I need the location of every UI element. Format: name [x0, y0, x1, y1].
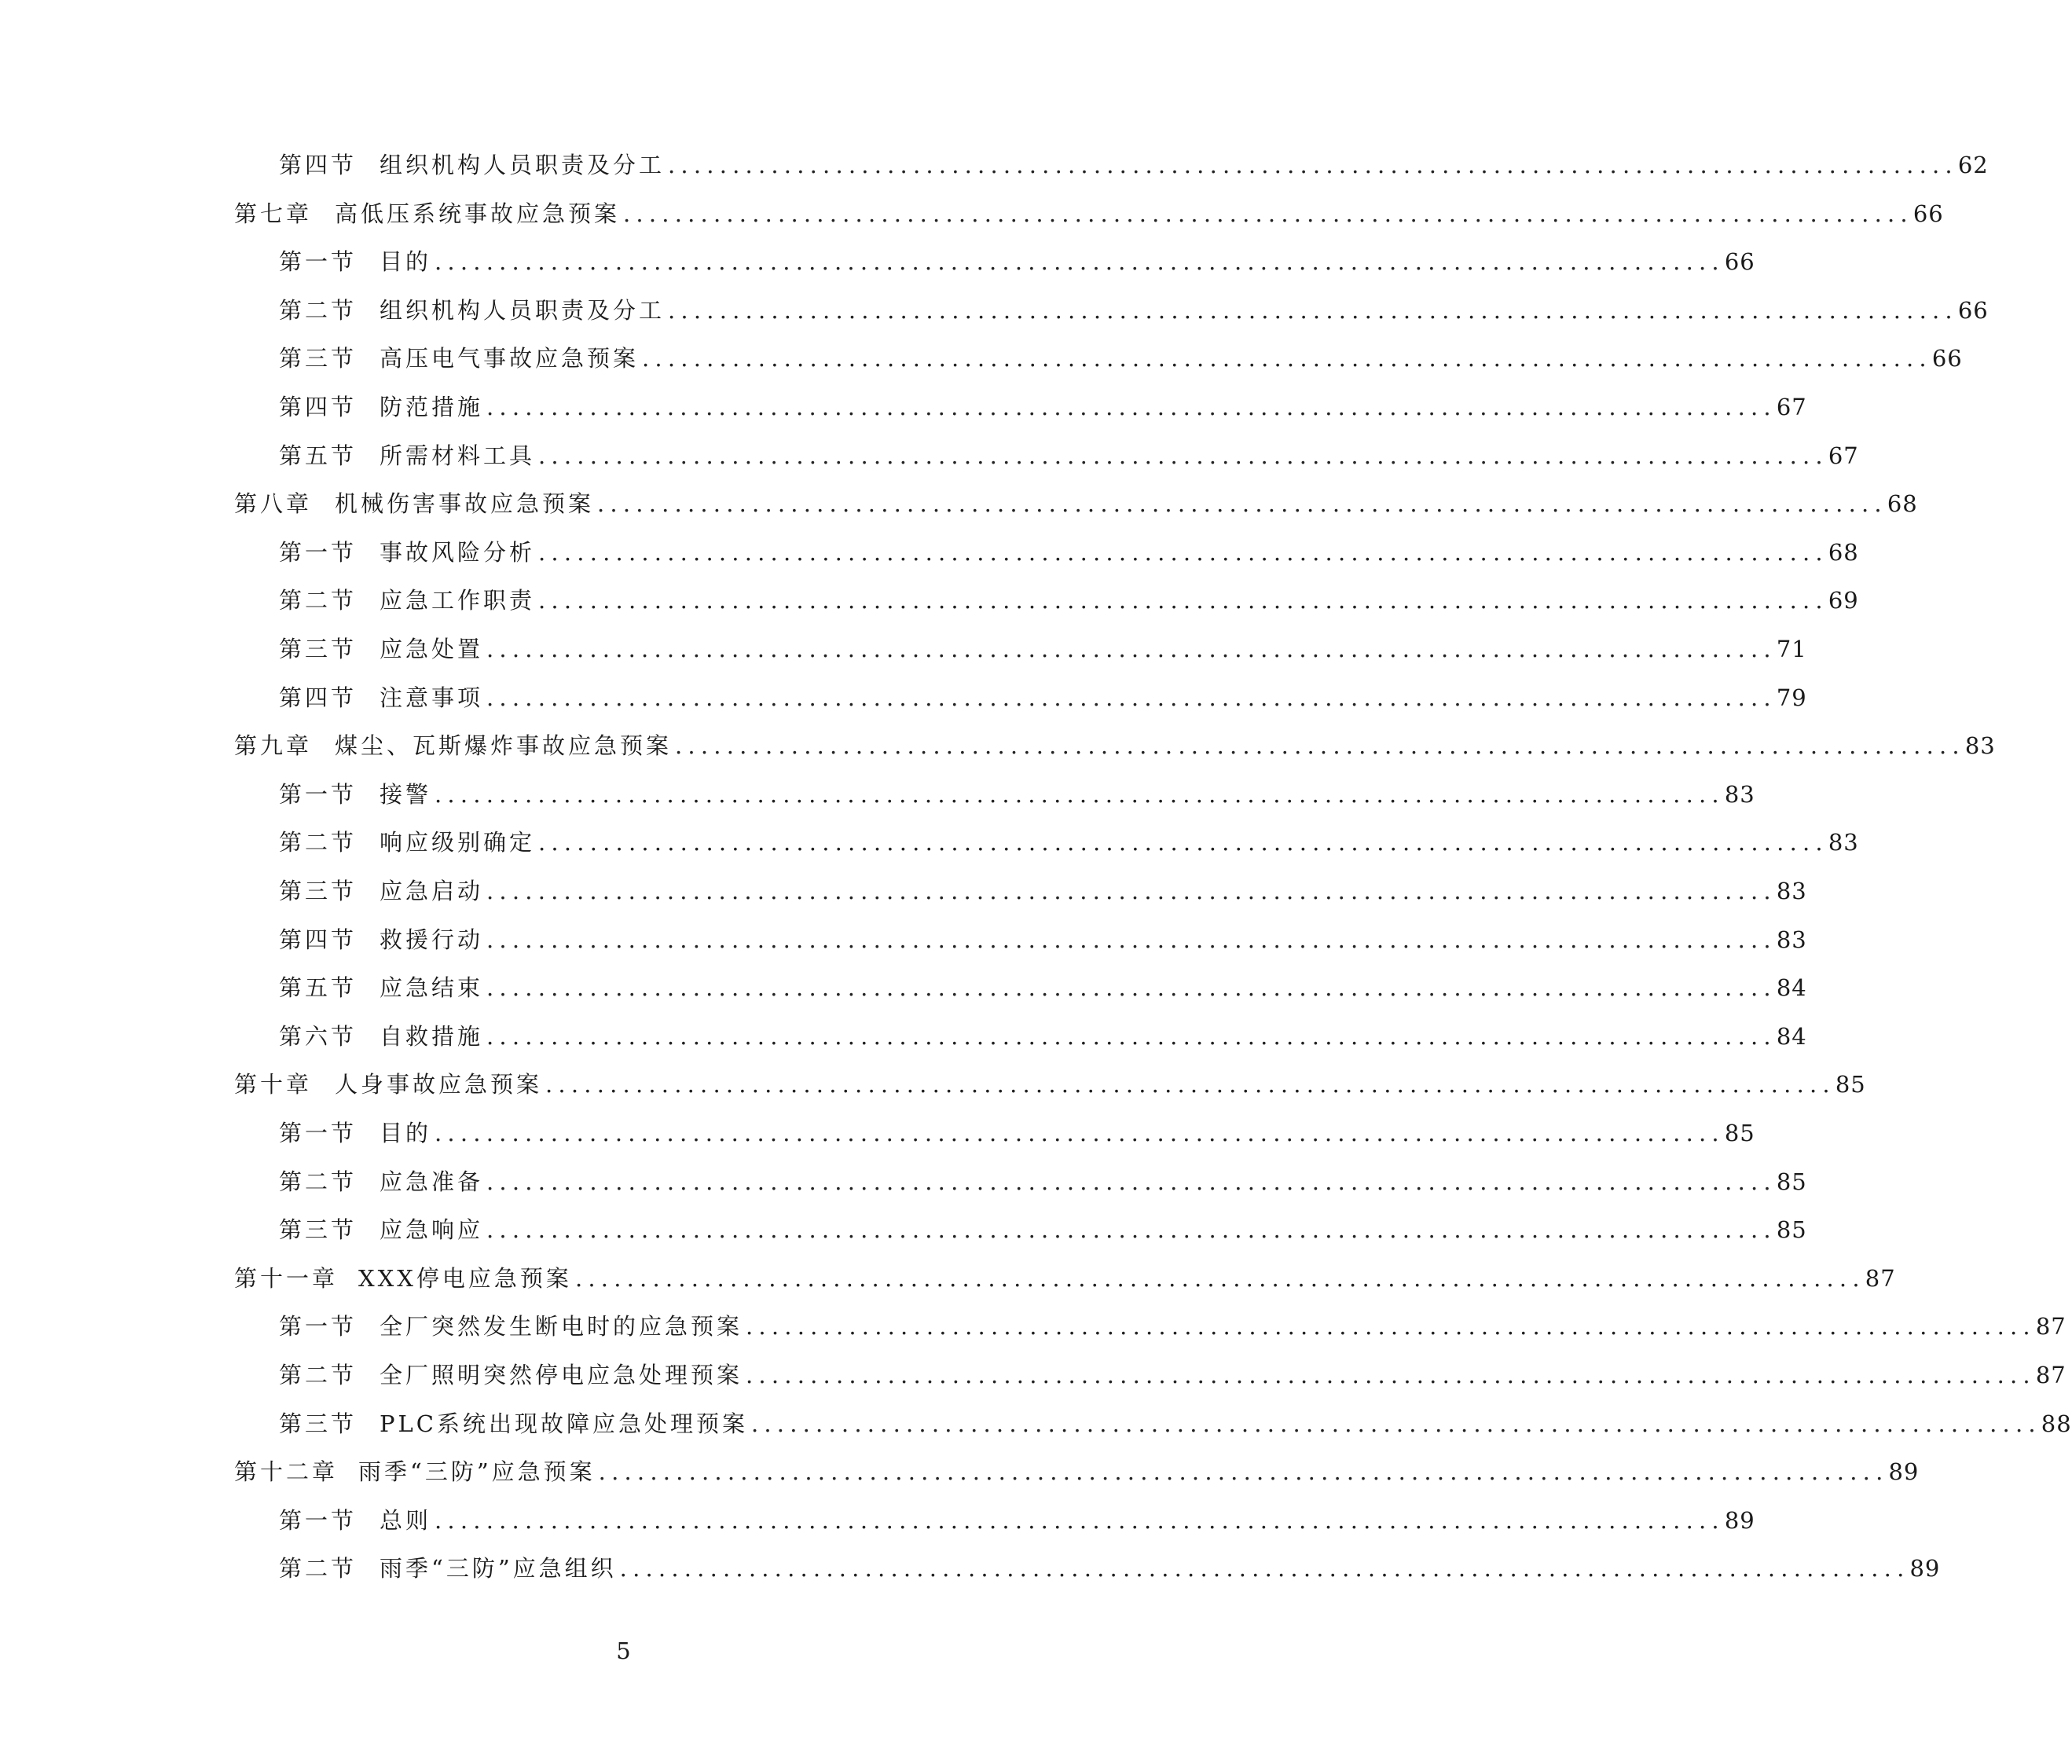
- toc-section-entry[interactable]: [279, 1402, 2072, 1439]
- toc-dot-leader: ....................................................................................................: [435, 248, 1725, 275]
- toc-dot-leader: ....................................................................................................: [746, 1362, 2036, 1388]
- toc-dot-leader: ....................................................................................................: [486, 974, 1777, 1001]
- toc-entry-label: 第十章: [234, 1071, 313, 1098]
- toc-dot-leader: ....................................................................................................: [538, 829, 1828, 856]
- toc-dot-leader: ....................................................................................................: [668, 297, 1958, 324]
- toc-section-entry[interactable]: [279, 143, 1989, 181]
- toc-chapter-entry[interactable]: [234, 724, 1996, 761]
- toc-entry-label: 第一节: [279, 1120, 358, 1146]
- toc-dot-leader: ....................................................................................................: [486, 926, 1777, 953]
- toc-entry-title: 应急处置: [380, 636, 484, 662]
- toc-section-entry[interactable]: [279, 772, 1755, 810]
- toc-entry-title: 全厂照明突然停电应急处理预案: [380, 1362, 743, 1388]
- toc-section-entry[interactable]: [279, 1208, 1807, 1245]
- toc-entry-label: 第二节: [279, 829, 358, 856]
- toc-entry-title: 机械伤害事故应急预案: [335, 490, 595, 517]
- toc-entry-page: 83: [1776, 878, 1807, 904]
- toc-entry-page: 85: [1835, 1071, 1866, 1098]
- toc-chapter-entry[interactable]: [234, 192, 1944, 229]
- toc-entry-page: 66: [1931, 345, 1963, 372]
- toc-dot-leader: ....................................................................................................: [486, 636, 1777, 662]
- toc-dot-leader: ....................................................................................................: [574, 1265, 1865, 1292]
- toc-section-entry[interactable]: [279, 627, 1807, 665]
- toc-entry-page: 66: [1724, 248, 1755, 275]
- toc-entry-title: 接警: [380, 781, 432, 808]
- toc-entry-label: 第九章: [234, 732, 313, 759]
- toc-entry-title: 事故风险分析: [380, 539, 536, 566]
- toc-entry-page: 71: [1776, 636, 1807, 662]
- toc-chapter-entry[interactable]: [234, 1256, 1896, 1294]
- toc-dot-leader: ....................................................................................................: [435, 1120, 1725, 1146]
- toc-entry-title: 雨季“三防”应急组织: [380, 1555, 617, 1582]
- toc-entry-page: 83: [1964, 732, 1996, 759]
- toc-entry-title: 高压电气事故应急预案: [380, 345, 640, 372]
- toc-entry-title: 自救措施: [380, 1023, 484, 1050]
- toc-entry-page: 66: [1957, 297, 1989, 324]
- toc-dot-leader: ....................................................................................................: [619, 1555, 1910, 1582]
- toc-section-entry[interactable]: [279, 578, 1859, 616]
- toc-entry-title: 应急启动: [380, 878, 484, 904]
- page-number: 5: [616, 1637, 631, 1664]
- toc-section-entry[interactable]: [279, 1498, 1755, 1536]
- toc-dot-leader: ....................................................................................................: [486, 878, 1777, 904]
- toc-chapter-entry[interactable]: [234, 1450, 1920, 1487]
- toc-entry-title: 应急结束: [380, 974, 484, 1001]
- toc-section-entry[interactable]: [279, 676, 1807, 713]
- toc-section-entry[interactable]: [279, 288, 1989, 326]
- toc-dot-leader: ....................................................................................................: [623, 200, 1913, 227]
- toc-entry-title: 所需材料工具: [380, 442, 536, 469]
- toc-entry-page: 84: [1776, 1023, 1807, 1050]
- toc-entry-page: 85: [1776, 1216, 1807, 1243]
- toc-dot-leader: ....................................................................................................: [597, 490, 1887, 517]
- toc-dot-leader: ....................................................................................................: [545, 1071, 1835, 1098]
- toc-entry-title: 人身事故应急预案: [335, 1071, 543, 1098]
- toc-entry-page: 67: [1776, 394, 1807, 420]
- toc-entry-title: 响应级别确定: [380, 829, 536, 856]
- toc-entry-label: 第一节: [279, 1507, 358, 1534]
- toc-entry-label: 第二节: [279, 587, 358, 614]
- toc-entry-label: 第一节: [279, 248, 358, 275]
- toc-section-entry[interactable]: [279, 434, 1859, 471]
- toc-entry-page: 67: [1828, 442, 1859, 469]
- toc-section-entry[interactable]: [279, 1014, 1807, 1052]
- toc-entry-page: 66: [1912, 200, 1944, 227]
- toc-entry-label: 第五节: [279, 974, 358, 1001]
- toc-entry-title: 救援行动: [380, 926, 484, 953]
- toc-section-entry[interactable]: [279, 530, 1859, 568]
- toc-entry-title: 组织机构人员职责及分工: [380, 152, 666, 178]
- toc-dot-leader: ....................................................................................................: [675, 732, 1965, 759]
- toc-dot-leader: ....................................................................................................: [668, 152, 1958, 178]
- toc-section-entry[interactable]: [279, 1546, 1941, 1584]
- toc-entry-page: 68: [1887, 490, 1918, 517]
- toc-section-entry[interactable]: [279, 1353, 2066, 1391]
- toc-entry-label: 第四节: [279, 684, 358, 711]
- toc-entry-title: 防范措施: [380, 394, 484, 420]
- toc-entry-label: 第二节: [279, 1168, 358, 1195]
- toc-entry-title: 组织机构人员职责及分工: [380, 297, 666, 324]
- toc-entry-label: 第二节: [279, 1362, 358, 1388]
- toc-dot-leader: ....................................................................................................: [598, 1458, 1889, 1485]
- toc-entry-label: 第四节: [279, 394, 358, 420]
- toc-dot-leader: ....................................................................................................: [486, 1216, 1777, 1243]
- toc-entry-label: 第八章: [234, 490, 313, 517]
- toc-dot-leader: ....................................................................................................: [746, 1313, 2036, 1340]
- toc-dot-leader: ....................................................................................................: [435, 781, 1725, 808]
- toc-entry-label: 第四节: [279, 152, 358, 178]
- toc-entry-page: 87: [2035, 1313, 2066, 1340]
- toc-section-entry[interactable]: [279, 1111, 1755, 1149]
- toc-section-entry[interactable]: [279, 918, 1807, 955]
- toc-entry-label: 第十二章: [234, 1458, 339, 1485]
- toc-section-entry[interactable]: [279, 1304, 2066, 1342]
- toc-dot-leader: ....................................................................................................: [750, 1410, 2041, 1437]
- toc-entry-page: 85: [1724, 1120, 1755, 1146]
- toc-entry-page: 83: [1828, 829, 1859, 856]
- toc-entry-label: 第二节: [279, 1555, 358, 1582]
- toc-entry-page: 79: [1776, 684, 1807, 711]
- toc-dot-leader: ....................................................................................................: [486, 684, 1777, 711]
- toc-entry-page: 84: [1776, 974, 1807, 1001]
- toc-entry-page: 85: [1776, 1168, 1807, 1195]
- toc-entry-title: 注意事项: [380, 684, 484, 711]
- toc-dot-leader: ....................................................................................................: [642, 345, 1932, 372]
- toc-entry-title: 雨季“三防”应急预案: [358, 1458, 596, 1485]
- toc-entry-page: 88: [2041, 1410, 2072, 1437]
- toc-entry-page: 68: [1828, 539, 1859, 566]
- toc-entry-title: 应急响应: [380, 1216, 484, 1243]
- toc-dot-leader: ....................................................................................................: [435, 1507, 1725, 1534]
- toc-entry-page: 89: [1888, 1458, 1920, 1485]
- toc-chapter-entry[interactable]: [234, 1062, 1866, 1100]
- toc-entry-page: 62: [1957, 152, 1989, 178]
- toc-entry-page: 69: [1828, 587, 1859, 614]
- toc-dot-leader: ....................................................................................................: [538, 587, 1828, 614]
- toc-entry-label: 第一节: [279, 781, 358, 808]
- toc-entry-title: 煤尘、瓦斯爆炸事故应急预案: [335, 732, 673, 759]
- toc-entry-label: 第三节: [279, 345, 358, 372]
- toc-dot-leader: ....................................................................................................: [486, 394, 1777, 420]
- toc-entry-title: 应急准备: [380, 1168, 484, 1195]
- toc-entry-label: 第四节: [279, 926, 358, 953]
- toc-entry-label: 第三节: [279, 1410, 358, 1437]
- toc-entry-label: 第三节: [279, 1216, 358, 1243]
- toc-entry-page: 87: [1865, 1265, 1896, 1292]
- toc-dot-leader: ....................................................................................................: [486, 1023, 1777, 1050]
- toc-entry-title: 全厂突然发生断电时的应急预案: [380, 1313, 743, 1340]
- toc-entry-label: 第五节: [279, 442, 358, 469]
- toc-entry-title: PLC系统出现故障应急处理预案: [380, 1410, 748, 1437]
- toc-entry-label: 第十一章: [234, 1265, 339, 1292]
- toc-section-entry[interactable]: [279, 336, 1963, 374]
- toc-entry-page: 83: [1776, 926, 1807, 953]
- toc-entry-label: 第三节: [279, 636, 358, 662]
- toc-entry-title: 总则: [380, 1507, 432, 1534]
- toc-chapter-entry[interactable]: [234, 482, 1918, 519]
- toc-section-entry[interactable]: [279, 1160, 1807, 1197]
- toc-entry-label: 第一节: [279, 1313, 358, 1340]
- toc-entry-label: 第七章: [234, 200, 313, 227]
- toc-entry-page: 89: [1724, 1507, 1755, 1534]
- toc-entry-page: 87: [2035, 1362, 2066, 1388]
- toc-section-entry[interactable]: [279, 966, 1807, 1003]
- toc-section-entry[interactable]: [279, 240, 1755, 277]
- toc-section-entry[interactable]: [279, 385, 1807, 423]
- toc-entry-label: 第一节: [279, 539, 358, 566]
- toc-entry-label: 第六节: [279, 1023, 358, 1050]
- toc-entry-title: 目的: [380, 248, 432, 275]
- toc-section-entry[interactable]: [279, 820, 1859, 858]
- toc-dot-leader: ....................................................................................................: [538, 442, 1828, 469]
- toc-entry-label: 第三节: [279, 878, 358, 904]
- toc-entry-title: 高低压系统事故应急预案: [335, 200, 621, 227]
- toc-entry-title: 应急工作职责: [380, 587, 536, 614]
- toc-entry-title: 目的: [380, 1120, 432, 1146]
- toc-section-entry[interactable]: [279, 869, 1807, 907]
- toc-entry-page: 89: [1909, 1555, 1941, 1582]
- toc-entry-label: 第二节: [279, 297, 358, 324]
- toc-dot-leader: ....................................................................................................: [486, 1168, 1777, 1195]
- toc-entry-title: XXX停电应急预案: [358, 1265, 572, 1292]
- toc-dot-leader: ....................................................................................................: [538, 539, 1828, 566]
- toc-entry-page: 83: [1724, 781, 1755, 808]
